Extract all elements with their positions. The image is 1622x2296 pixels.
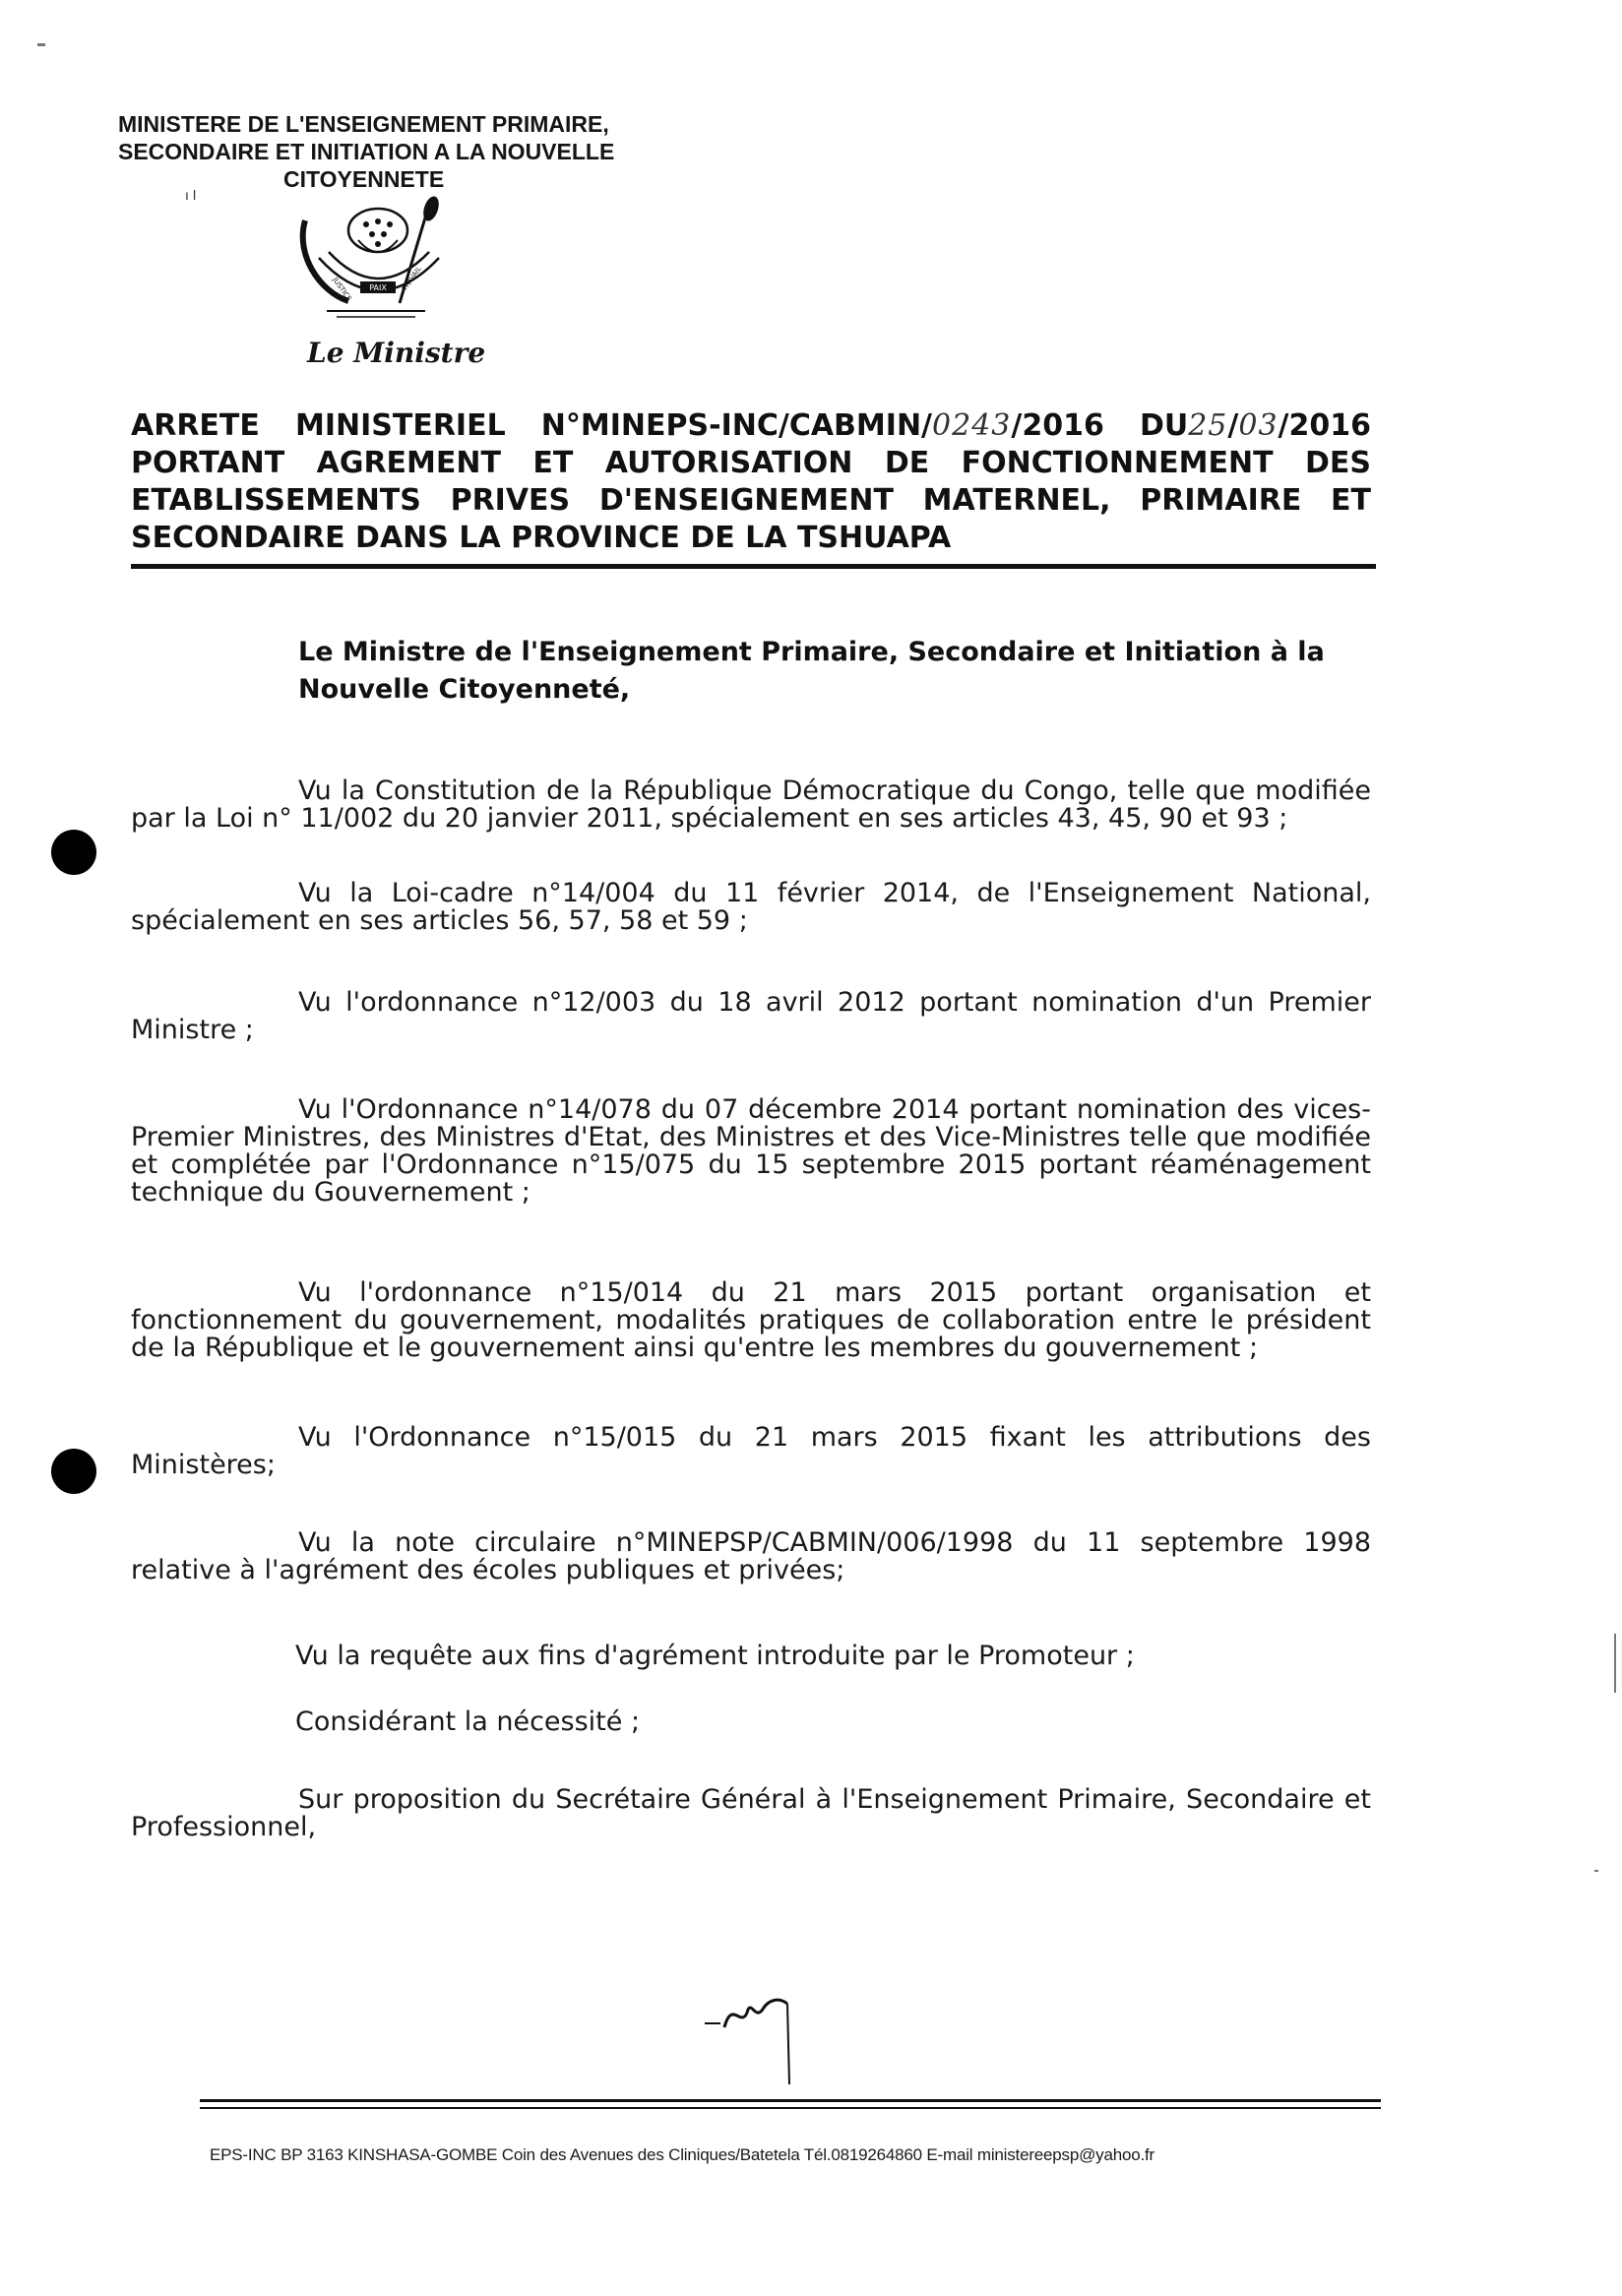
paragraph: Vu l'ordonnance n°15/014 du 21 mars 2015 portant organisation et fonctionnement du gouvernement, modalités pratiques de collaboration entre le président de la République et le gouvernement ainsi qu'entre les membres du gouvernement ; (131, 1277, 1371, 1363)
scan-mark: ı ǀ (185, 187, 197, 203)
decree-title-line-3: ETABLISSEMENTS PRIVES D'ENSEIGNEMENT MATERNEL, PRIMAIRE ET (131, 483, 1371, 518)
paragraph: Vu la note circulaire n°MINEPSP/CABMIN/006/1998 du 11 septembre 1998 relative à l'agrément des écoles publiques et privées; (131, 1527, 1371, 1585)
title-divider (131, 564, 1376, 569)
scan-mark (1614, 1634, 1616, 1693)
page-initials-signature (699, 1988, 807, 2086)
footer-divider (200, 2099, 1381, 2102)
handwritten-date-day: 25 (1188, 408, 1228, 443)
decree-title-line-4: SECONDAIRE DANS LA PROVINCE DE LA TSHUAPA (131, 521, 952, 555)
scan-mark (37, 43, 45, 46)
svg-text:PAIX: PAIX (369, 283, 387, 292)
decree-title-line-1: ARRETE MINISTERIEL N°MINEPS-INC/CABMIN/0243/2016 DU25/03/2016 (131, 408, 1371, 443)
footer-address: EPS-INC BP 3163 KINSHASA-GOMBE Coin des Avenues des Cliniques/Batetela Tél.0819264860 E-mail ministereepsp@yahoo.fr (210, 2145, 1154, 2164)
ministry-line: CITOYENNETE (283, 166, 445, 192)
paragraph: Considérant la nécessité ; (295, 1706, 641, 1737)
ministry-line: MINISTERE DE L'ENSEIGNEMENT PRIMAIRE, (118, 111, 609, 137)
paragraph: Vu la Constitution de la République Démocratique du Congo, telle que modifiée par la Loi n° 11/002 du 20 janvier 2011, spécialement en ses articles 43, 45, 90 et 93 ; (131, 776, 1371, 834)
handwritten-date-month: 03 (1238, 408, 1279, 443)
handwritten-decree-number: 0243 (932, 408, 1012, 443)
paragraph: Vu l'Ordonnance n°15/015 du 21 mars 2015 fixant les attributions des Ministères; (131, 1422, 1371, 1480)
svg-text:TRAVAIL: TRAVAIL (401, 265, 423, 293)
footer-divider (200, 2107, 1381, 2109)
svg-text:JUSTICE: JUSTICE (331, 276, 353, 303)
intro-statement: Le Ministre de l'Enseignement Primaire, Secondaire et Initiation à la Nouvelle Citoyenneté, (298, 637, 1325, 705)
decree-title (131, 407, 1371, 557)
ministry-heading (118, 110, 699, 193)
paragraph: Vu l'ordonnance n°12/003 du 18 avril 2012 portant nomination d'un Premier Ministre ; (131, 987, 1371, 1045)
punch-hole (51, 1449, 96, 1494)
minister-signature-label: Le Ministre (307, 337, 486, 369)
decree-title-line-2: PORTANT AGREMENT ET AUTORISATION DE FONCTIONNEMENT DES (131, 446, 1371, 480)
coat-of-arms-icon (289, 195, 463, 333)
punch-hole (51, 830, 96, 875)
paragraph: Vu l'Ordonnance n°14/078 du 07 décembre 2014 portant nomination des vices-Premier Ministres, des Ministres d'Etat, des Ministres et des Vice-Ministres telle que modifiée et complétée par l'Ordonnance n°15/075 du 15 septembre 2015 portant réaménagement technique du Gouvernement ; (131, 1094, 1371, 1208)
scan-mark (1594, 1870, 1598, 1872)
paragraph: Sur proposition du Secrétaire Général à l'Enseignement Primaire, Secondaire et Professionnel, (131, 1784, 1371, 1842)
paragraph: Vu la Loi-cadre n°14/004 du 11 février 2014, de l'Enseignement National, spécialement en ses articles 56, 57, 58 et 59 ; (131, 878, 1371, 936)
paragraph: Vu la requête aux fins d'agrément introduite par le Promoteur ; (295, 1641, 1135, 1671)
ministry-line: SECONDAIRE ET INITIATION A LA NOUVELLE (118, 139, 615, 164)
